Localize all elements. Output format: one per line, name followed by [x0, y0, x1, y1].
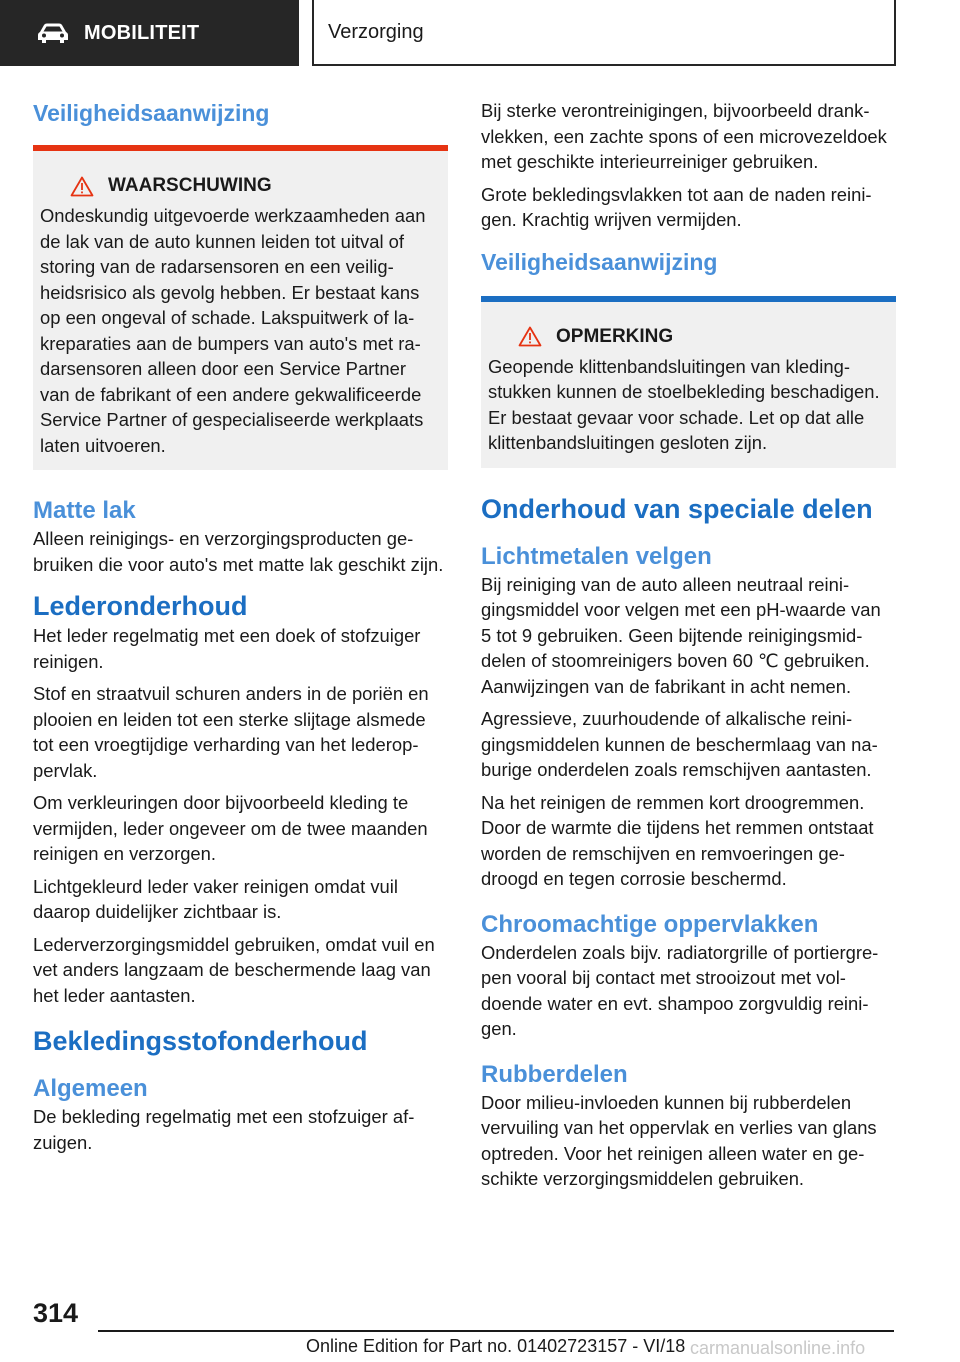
left-column [33, 98, 448, 1162]
footer-watermark: carmanualsonline.info [690, 1338, 866, 1358]
rubber-text: Door milieu-invloeden kunnen bij rubberdelen vervuiling van het oppervlak en verlies van glans optreden. Voor het reinigen alleen water en geschikte verzorgingsmiddelen gebruiken. [481, 1091, 877, 1189]
section-label: Verzorging [328, 20, 424, 43]
rims-heading: Lichtmetalen velgen [481, 542, 712, 570]
rims-p3: Na het reinigen de remmen kort droogremmen. Door de warmte die tijdens het remmen ontstaat worden de remschijven en remvoeringen gedroogd en tegen corrosie beschermd. [481, 791, 874, 889]
special-heading: Onderhoud van speciale delen [481, 493, 873, 524]
leather-heading: Lederonderhoud [33, 591, 248, 621]
chapter-label: MOBILITEIT [84, 21, 200, 44]
leather-p5: Lederverzorgingsmiddel gebruiken, omdat vuil en vet anders langzaam de beschermende laag van het leder aantasten. [33, 933, 435, 1006]
matte-heading: Matte lak [33, 497, 136, 524]
matte-text: Alleen reinigings- en verzorgingsproducten gebruiken die voor auto's met matte lak geschikt zijn. [33, 528, 444, 575]
chrome-text: Onderdelen zoals bijv. radiatorgrille of portiergrepen vooral bij contact met strooizout met voldoende water en evt. shampoo zorgvuldig reinigen. [481, 941, 879, 1039]
safety-heading-right: Veiligheidsaanwijzing [481, 248, 718, 275]
rubber-heading: Rubberdelen [481, 1060, 628, 1088]
general-heading: Algemeen [33, 1075, 148, 1102]
right-column [481, 98, 896, 1199]
footer-divider [98, 1330, 894, 1332]
footer-edition: Online Edition for Part no. 01402723157 - VI/18 [306, 1336, 686, 1356]
general-text: De bekleding regelmatig met een stofzuiger afzuigen. [33, 1106, 415, 1153]
warning-text: Ondeskundig uitgevoerde werkzaamheden aan de lak van de auto kunnen leiden tot uitval of storing van de radarsensoren en een veiligheidsrisico als gevolg hebben. Er bestaat kans op een ongeval of schade. Lakspuitwerk of lakreparaties aan de bumpers van auto's met radarsensoren alleen door een Service Partner van de fabrikant of een andere gekwalificeerde Service Partner of gespecialiseerde werkplaats laten uitvoeren. [40, 205, 426, 456]
section-tab[interactable] [312, 0, 896, 66]
warning-box [33, 145, 448, 470]
car-icon [36, 22, 70, 44]
rims-p1: Bij reiniging van de auto alleen neutraal reinigingsmiddel voor velgen met een pH-waarde van 5 tot 9 gebruiken. Geen bijtende reinigingsmiddelen of stoomreinigers boven 60 ℃ gebruiken. Aanwijzingen van de fabrikant in acht nemen. [481, 573, 881, 697]
leather-p2: Stof en straatvuil schuren anders in de poriën en plooien en leiden tot een sterke slijtage alsmede tot een vroegtijdige verharding van het lederoppervlak. [33, 683, 429, 781]
chapter-tab[interactable] [0, 0, 299, 66]
page-header [0, 0, 960, 66]
leather-p1: Het leder regelmatig met een doek of stofzuiger reinigen. [33, 625, 421, 672]
warning-triangle-icon [518, 326, 542, 347]
note-box [481, 296, 896, 468]
note-title: OPMERKING [518, 326, 888, 348]
upholstery-p2: Grote bekledingsvlakken tot aan de naden reinigen. Krachtig wrijven vermijden. [481, 183, 872, 230]
chrome-heading: Chroomachtige oppervlakken [481, 910, 819, 938]
upholstery-heading: Bekledingsstofonderhoud [33, 1026, 368, 1056]
warning-title: WAARSCHUWING [70, 175, 440, 197]
leather-p4: Lichtgekleurd leder vaker reinigen omdat vuil daarop duidelijker zichtbaar is. [33, 875, 398, 922]
safety-heading: Veiligheidsaanwijzing [33, 100, 270, 126]
page-number: 314 [33, 1298, 79, 1328]
rims-p2: Agressieve, zuurhoudende of alkalische reinigingsmiddelen kunnen de beschermlaag van naburige onderdelen zoals remschijven aantasten. [481, 708, 878, 780]
upholstery-p1: Bij sterke verontreinigingen, bijvoorbeeld drankvlekken, een zachte spons of een microvezeldoek met geschikte interieurreiniger gebruiken. [481, 100, 887, 172]
note-text: Geopende klittenbandsluitingen van kledingstukken kunnen de stoelbekleding beschadigen. Er bestaat gevaar voor schade. Let op dat alle klittenbandsluitingen gesloten zijn. [488, 355, 880, 453]
warning-triangle-icon [70, 176, 94, 197]
leather-p3: Om verkleuringen door bijvoorbeeld kleding te vermijden, leder ongeveer om de twee maanden reinigen en verzorgen. [33, 792, 428, 864]
